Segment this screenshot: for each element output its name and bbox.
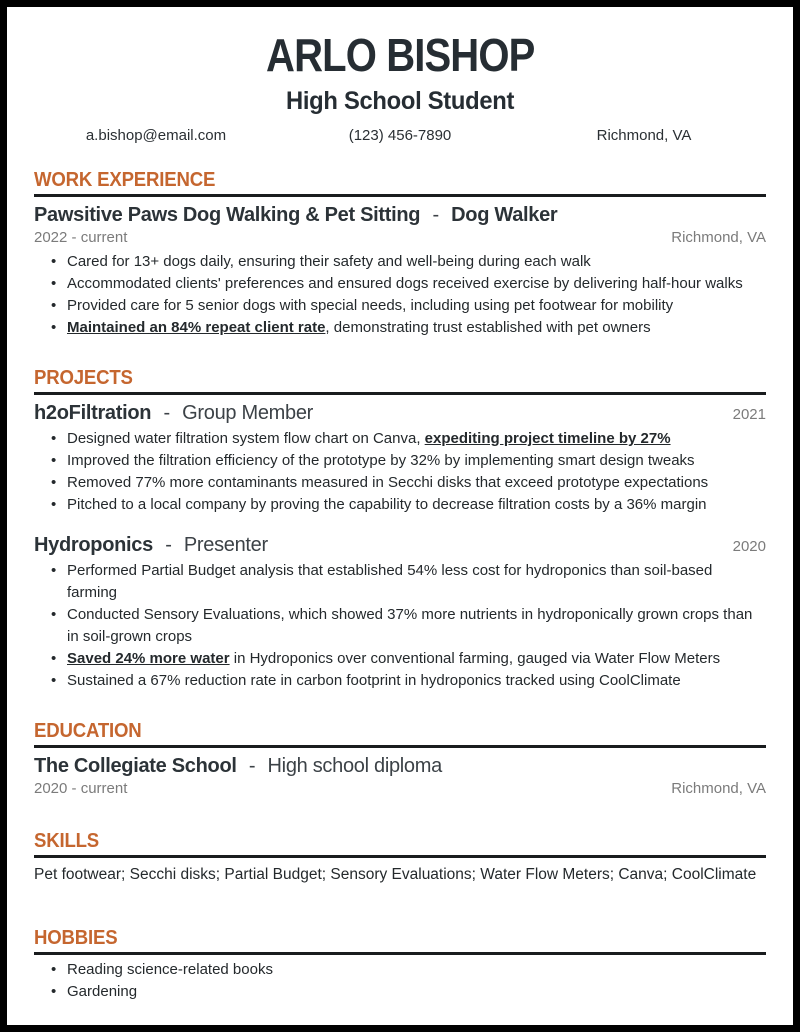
section-heading-rule [34,720,766,748]
bullet-item: • Pitched to a local company by proving the capability to decrease filtration costs by a 36% margin [67,494,766,516]
work-bullet-list [34,251,766,339]
project-role: Group Member [182,402,314,424]
bullet-item: • Conducted Sensory Evaluations, which showed 37% more nutrients in hydroponically grown crops than in soil-grown crops [67,604,766,648]
work-location: Richmond, VA [671,229,766,246]
section-education [34,720,766,798]
project-entry-head [34,402,766,424]
bullet-item: • Performed Partial Budget analysis that established 54% less cost for hydroponics than soil-based farming [67,560,766,604]
section-work-experience [34,169,766,339]
project-name: h2oFiltration [34,402,152,424]
section-heading-projects: PROJECTS [34,367,133,389]
bullet-item: • Removed 77% more contaminants measured in Secchi disks that exceed prototype expectations [67,472,766,494]
school-name: The Collegiate School [34,755,237,777]
section-projects [34,367,766,692]
education-entry [34,755,766,798]
work-entry [34,204,766,339]
bullet-item: • Reading science-related books [67,959,766,981]
bullet-item: • Designed water filtration system flow chart on Canva, expediting project timeline by 27% [67,428,766,450]
bullet-item: • Maintained an 84% repeat client rate, demonstrating trust established with pet owners [67,317,766,339]
title-role-separator: - [163,402,170,424]
section-heading-skills: SKILLS [34,830,100,852]
education-title-group [34,755,442,777]
education-dates: 2020 - current [34,780,128,797]
person-title: High School Student [285,87,515,115]
skills-list: Pet footwear; Secchi disks; Partial Budget; Sensory Evaluations; Water Flow Meters; Canva; CoolClimate [34,866,757,883]
company-name: Pawsitive Paws Dog Walking & Pet Sitting [34,204,421,226]
section-heading-rule [34,367,766,395]
resume-content [7,29,793,1003]
title-role-separator: - [165,534,172,556]
bullet-item: • Accommodated clients' preferences and ensured dogs received exercise by delivering half-hour walks [67,273,766,295]
education-location: Richmond, VA [671,780,766,797]
project-year: 2021 [732,406,766,423]
section-heading-rule [34,830,766,858]
section-heading-education: EDUCATION [34,720,142,742]
project-bullet-list [34,428,766,516]
contact-phone: (123) 456-7890 [348,127,452,144]
contact-row [34,127,766,145]
header-subtitle-row [34,89,766,114]
section-heading-work: WORK EXPERIENCE [34,169,216,191]
project-title-group [34,402,313,424]
project-role: Presenter [183,534,268,556]
project-name: Hydroponics [34,534,153,556]
bullet-item: • Provided care for 5 senior dogs with special needs, including using pet footwear for mobility [67,295,766,317]
section-skills [34,830,766,885]
person-name: ARLO BISHOP [265,29,535,81]
bullet-item: • Improved the filtration efficiency of the prototype by 32% by implementing smart design tweaks [67,450,766,472]
section-heading-rule [34,927,766,955]
project-year: 2020 [732,538,766,555]
title-role-separator: - [248,755,256,777]
work-entry-meta [34,229,766,247]
bullet-item: • Sustained a 67% reduction rate in carbon footprint in hydroponics tracked using CoolClimate [67,670,766,692]
hobbies-bullet-list [34,959,766,1003]
project-entry-head [34,534,766,556]
section-heading-hobbies: HOBBIES [34,927,118,949]
work-entry-title-group [34,204,557,226]
project-entry [34,534,766,692]
work-dates: 2022 - current [34,229,128,246]
job-role: Dog Walker [451,204,558,226]
degree-name: High school diploma [267,755,442,777]
bullet-item: • Gardening [67,981,766,1003]
project-entry [34,402,766,516]
education-meta [34,780,766,798]
section-heading-rule [34,169,766,197]
contact-email: a.bishop@email.com [85,127,227,144]
project-bullet-list [34,560,766,692]
project-title-group [34,534,268,556]
bullet-item: • Saved 24% more water in Hydroponics over conventional farming, gauged via Water Flow Meters [67,648,766,670]
work-entry-head [34,204,766,226]
header [34,29,766,81]
section-hobbies [34,927,766,1003]
contact-location: Richmond, VA [596,127,692,144]
title-role-separator: - [432,204,439,226]
bullet-item: • Cared for 13+ dogs daily, ensuring their safety and well-being during each walk [67,251,766,273]
education-entry-head [34,755,766,777]
